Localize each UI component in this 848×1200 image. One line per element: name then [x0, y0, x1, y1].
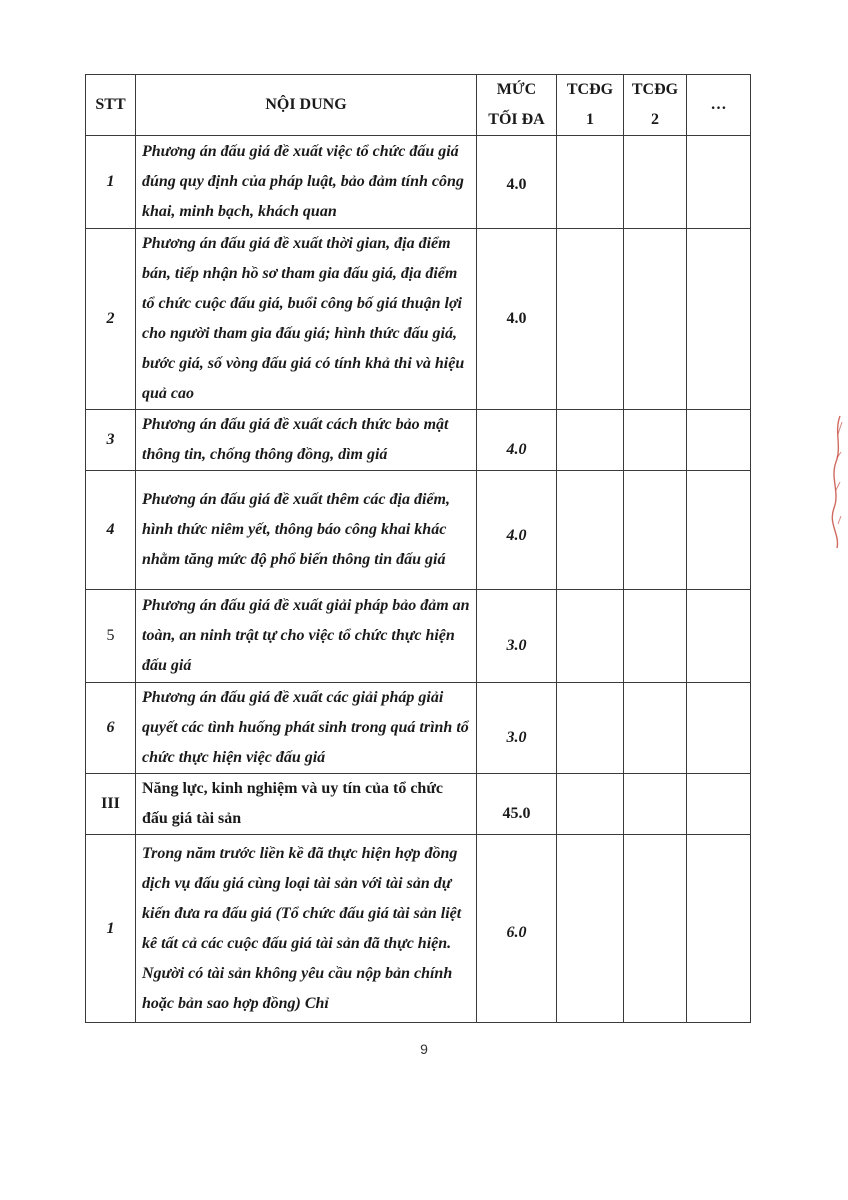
header-tcdg2-line2: 2: [651, 111, 659, 128]
row-content: Phương án đấu giá đề xuất cách thức bảo mật thông tin, chống thông đồng, dìm giá: [136, 410, 477, 471]
row-content: Phương án đấu giá đề xuất thời gian, địa điểm bán, tiếp nhận hồ sơ tham gia đấu giá, địa điểm tổ chức cuộc đấu giá, buổi công bố giá thuận lợi cho người tham gia đấu giá; hình thức đấu giá, bước giá, số vòng đấu giá có tính khả thi và hiệu quả cao: [136, 229, 477, 410]
table-row: [86, 683, 751, 774]
header-content: NỘI DUNG: [136, 75, 477, 136]
row-max-value: 3.0: [506, 729, 527, 746]
row-stt: 3: [86, 410, 136, 471]
row-max: [477, 410, 557, 471]
row-max: [477, 229, 557, 410]
row-max: [477, 471, 557, 590]
row-content: Phương án đấu giá đề xuất thêm các địa điểm, hình thức niêm yết, thông báo công khai khác nhằm tăng mức độ phổ biến thông tin đấu giá: [136, 471, 477, 590]
header-max-line1: MỨC: [496, 81, 537, 98]
row-max-value: 4.0: [506, 527, 527, 544]
row-stt: 6: [86, 683, 136, 774]
row-stt: 1: [86, 835, 136, 1023]
row-max: [477, 590, 557, 683]
cell-tcdg2: [624, 774, 687, 835]
row-max-value: 3.0: [506, 637, 527, 654]
table-row: [86, 835, 751, 1023]
cell-tcdg2: [624, 471, 687, 590]
cell-tcdg1: [557, 683, 624, 774]
table-row: [86, 410, 751, 471]
header-tcdg1: [557, 75, 624, 136]
header-tcdg2-line1: TCĐG: [631, 81, 679, 98]
cell-tcdg2: [624, 835, 687, 1023]
table-row: [86, 590, 751, 683]
table-row: [86, 136, 751, 229]
page-number: 9: [420, 1041, 428, 1057]
cell-tcdg1: [557, 590, 624, 683]
row-max: [477, 136, 557, 229]
row-max: [477, 835, 557, 1023]
row-max-value: 6.0: [506, 923, 527, 941]
cell-tcdg2: [624, 410, 687, 471]
cell-more: [687, 229, 751, 410]
row-content: Phương án đấu giá đề xuất việc tổ chức đấu giá đúng quy định của pháp luật, bảo đảm tính công khai, minh bạch, khách quan: [136, 136, 477, 229]
cell-tcdg1: [557, 774, 624, 835]
cell-tcdg2: [624, 683, 687, 774]
row-content: Phương án đấu giá đề xuất giải pháp bảo đảm an toàn, an ninh trật tự cho việc tổ chức thực hiện đấu giá: [136, 590, 477, 683]
cell-tcdg2: [624, 136, 687, 229]
row-max-value: 4.0: [506, 176, 527, 193]
cell-more: [687, 410, 751, 471]
row-stt: 2: [86, 229, 136, 410]
row-content: Năng lực, kinh nghiệm và uy tín của tổ chức đấu giá tài sản: [136, 774, 477, 835]
cell-tcdg2: [624, 590, 687, 683]
cell-more: [687, 683, 751, 774]
row-max: [477, 774, 557, 835]
cell-more: [687, 136, 751, 229]
row-max-value: 4.0: [506, 441, 527, 458]
cell-tcdg1: [557, 835, 624, 1023]
section-row: [86, 774, 751, 835]
red-stamp-edge-icon: [828, 412, 844, 552]
row-max: [477, 683, 557, 774]
row-content: Trong năm trước liền kề đã thực hiện hợp đồng dịch vụ đấu giá cùng loại tài sản với tài sản dự kiến đưa ra đấu giá (Tổ chức đấu giá tài sản liệt kê tất cả các cuộc đấu giá tài sản đã thực hiện. Người có tài sản không yêu cầu nộp bản chính hoặc bản sao hợp đồng) Chỉ: [136, 835, 477, 1023]
cell-tcdg1: [557, 229, 624, 410]
row-stt: 5: [86, 590, 136, 683]
header-tcdg2: [624, 75, 687, 136]
cell-tcdg1: [557, 410, 624, 471]
header-tcdg1-line2: 1: [586, 111, 594, 128]
row-max-value: 4.0: [506, 310, 527, 327]
row-stt: III: [86, 774, 136, 835]
cell-more: [687, 774, 751, 835]
cell-more: [687, 471, 751, 590]
header-stt: STT: [86, 75, 136, 136]
table-row: [86, 471, 751, 590]
row-stt: 1: [86, 136, 136, 229]
criteria-table: [85, 74, 751, 1023]
row-max-value: 45.0: [502, 805, 531, 822]
cell-more: [687, 590, 751, 683]
cell-tcdg1: [557, 136, 624, 229]
row-stt: 4: [86, 471, 136, 590]
row-content: Phương án đấu giá đề xuất các giải pháp giải quyết các tình huống phát sinh trong quá trình tổ chức thực hiện việc đấu giá: [136, 683, 477, 774]
table-row: [86, 229, 751, 410]
cell-tcdg2: [624, 229, 687, 410]
header-more: …: [687, 75, 751, 136]
header-max: [477, 75, 557, 136]
header-tcdg1-line1: TCĐG: [566, 81, 614, 98]
header-row: [86, 75, 751, 136]
cell-tcdg1: [557, 471, 624, 590]
header-max-line2: TỐI ĐA: [488, 111, 545, 128]
cell-more: [687, 835, 751, 1023]
